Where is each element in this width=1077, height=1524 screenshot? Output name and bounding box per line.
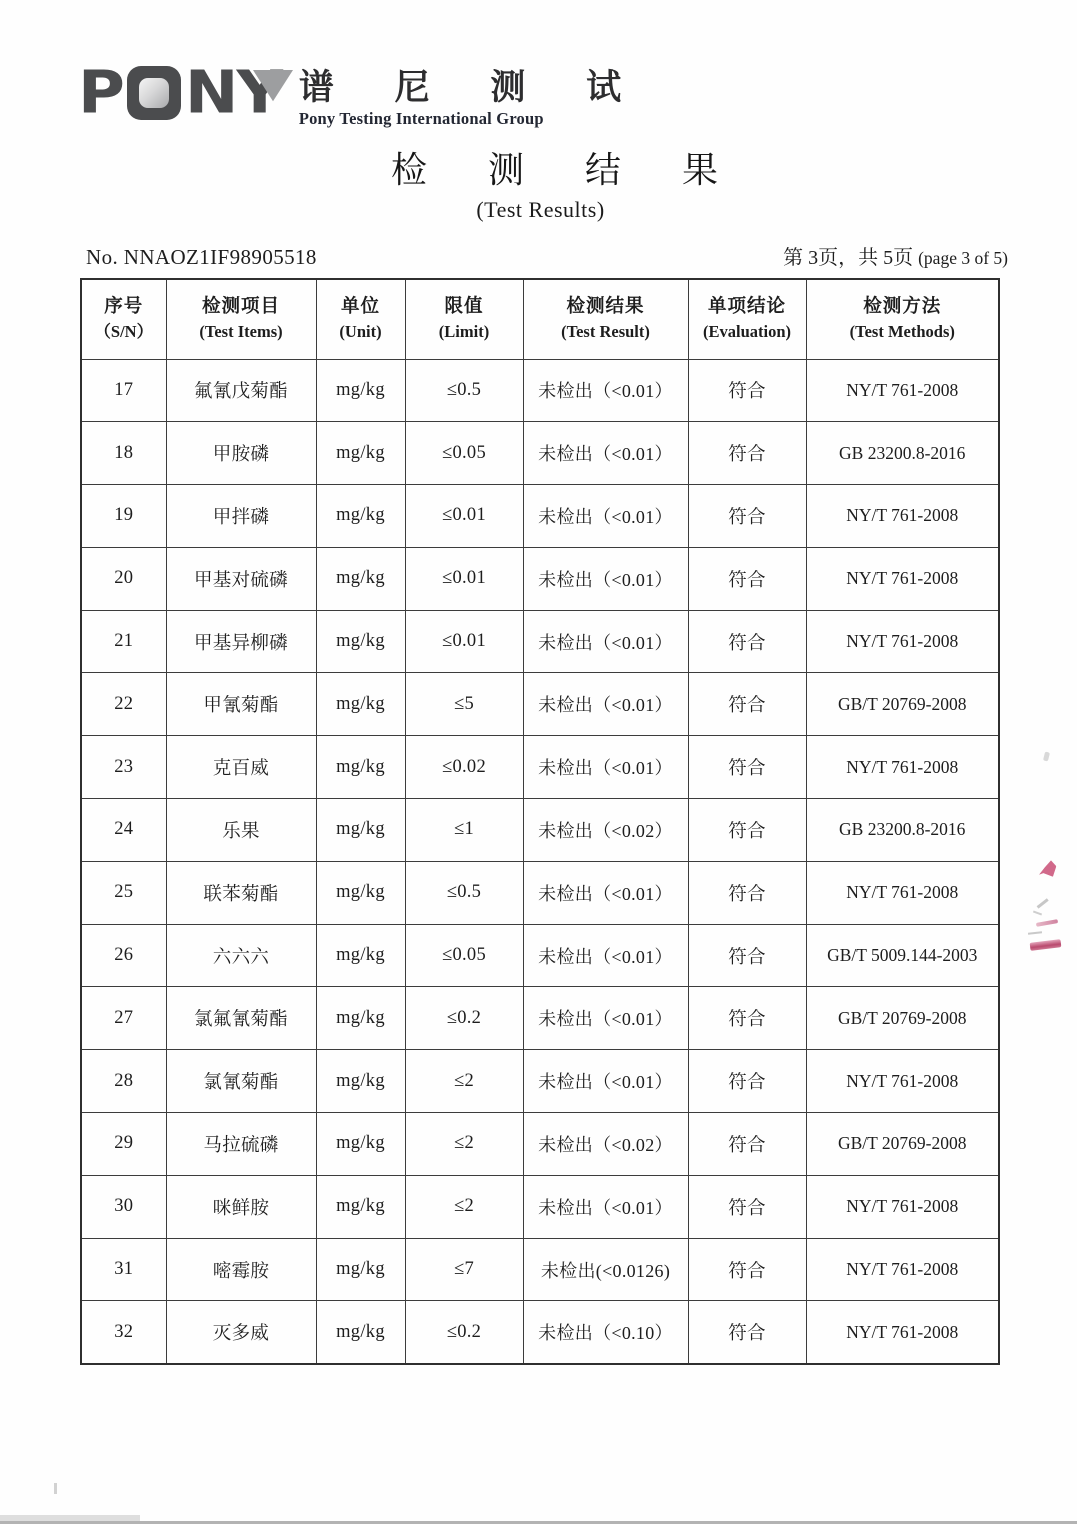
cell-method: NY/T 761-2008 <box>806 1175 999 1238</box>
cell-result: 未检出（<0.01） <box>523 987 688 1050</box>
scan-smudge-icon <box>1033 911 1042 916</box>
cell-sn: 18 <box>81 422 166 485</box>
cell-item: 甲基对硫磷 <box>166 547 316 610</box>
cell-result: 未检出（<0.01） <box>523 861 688 924</box>
cell-result: 未检出(<0.0126) <box>523 1238 688 1301</box>
table-row <box>81 359 999 422</box>
cell-evaluation: 符合 <box>688 359 806 422</box>
brand-name-en: Pony Testing International Group <box>298 109 544 128</box>
logo-o-inner-icon <box>139 78 169 108</box>
table-row <box>81 987 999 1050</box>
cell-evaluation: 符合 <box>688 610 806 673</box>
cell-evaluation: 符合 <box>688 1050 806 1113</box>
cell-method: NY/T 761-2008 <box>806 1050 999 1113</box>
cell-result: 未检出（<0.01） <box>523 1175 688 1238</box>
brand-name-cn: 谱 尼 测 试 <box>298 68 648 107</box>
results-table <box>80 278 1000 1365</box>
cell-limit: ≤7 <box>405 1238 523 1301</box>
cell-sn: 19 <box>81 485 166 548</box>
stamp-fragment-icon <box>1039 859 1057 877</box>
cell-limit: ≤0.01 <box>405 485 523 548</box>
cell-method: NY/T 761-2008 <box>806 1238 999 1301</box>
header-item: 检测项目 (Test Items) <box>166 279 316 359</box>
logo-letter-n: N <box>184 58 237 128</box>
cell-method: NY/T 761-2008 <box>806 485 999 548</box>
cell-method: NY/T 761-2008 <box>806 736 999 799</box>
report-number: No. NNAOZ1IF98905518 <box>86 245 317 269</box>
cell-method: GB 23200.8-2016 <box>806 422 999 485</box>
logo-letter-y: Y <box>236 66 280 119</box>
table-row <box>81 673 999 736</box>
cell-method: GB/T 20769-2008 <box>806 673 999 736</box>
cell-sn: 17 <box>81 359 166 422</box>
cell-sn: 31 <box>81 1238 166 1301</box>
cell-result: 未检出（<0.01） <box>523 610 688 673</box>
table-row <box>81 485 999 548</box>
cell-sn: 27 <box>81 987 166 1050</box>
page-title-en: (Test Results) <box>476 197 605 222</box>
cell-unit: mg/kg <box>316 422 405 485</box>
cell-limit: ≤0.2 <box>405 987 523 1050</box>
table-row <box>81 610 999 673</box>
table-row <box>81 736 999 799</box>
cell-sn: 20 <box>81 547 166 610</box>
cell-limit: ≤0.2 <box>405 1301 523 1364</box>
header-unit: 单位 (Unit) <box>316 279 405 359</box>
table-row <box>81 924 999 987</box>
cell-item: 灭多威 <box>166 1301 316 1364</box>
cell-sn: 24 <box>81 799 166 862</box>
table-row <box>81 1301 999 1364</box>
cell-result: 未检出（<0.01） <box>523 736 688 799</box>
scan-edge-shadow <box>0 1521 1077 1524</box>
cell-unit: mg/kg <box>316 1175 405 1238</box>
cell-limit: ≤1 <box>405 799 523 862</box>
cell-unit: mg/kg <box>316 799 405 862</box>
cell-method: GB/T 20769-2008 <box>806 987 999 1050</box>
cell-item: 甲胺磷 <box>166 422 316 485</box>
cell-evaluation: 符合 <box>688 736 806 799</box>
cell-limit: ≤2 <box>405 1175 523 1238</box>
cell-limit: ≤0.5 <box>405 861 523 924</box>
cell-method: NY/T 761-2008 <box>806 1301 999 1364</box>
cell-unit: mg/kg <box>316 359 405 422</box>
cell-sn: 23 <box>81 736 166 799</box>
cell-item: 氟氰戊菊酯 <box>166 359 316 422</box>
cell-evaluation: 符合 <box>688 799 806 862</box>
cell-item: 甲基异柳磷 <box>166 610 316 673</box>
table-row <box>81 1175 999 1238</box>
cell-unit: mg/kg <box>316 861 405 924</box>
table-row <box>81 1238 999 1301</box>
logo-y-triangle-icon <box>253 70 293 101</box>
cell-item: 氯氟氰菊酯 <box>166 987 316 1050</box>
cell-unit: mg/kg <box>316 736 405 799</box>
cell-sn: 30 <box>81 1175 166 1238</box>
cell-result: 未检出（<0.10） <box>523 1301 688 1364</box>
cell-limit: ≤5 <box>405 673 523 736</box>
cell-result: 未检出（<0.01） <box>523 924 688 987</box>
table-row <box>81 1050 999 1113</box>
scan-edge-shadow <box>0 1515 140 1522</box>
cell-limit: ≤2 <box>405 1113 523 1176</box>
page-indicator <box>783 241 1008 270</box>
cell-evaluation: 符合 <box>688 924 806 987</box>
meta-row <box>86 241 1008 270</box>
cell-evaluation: 符合 <box>688 1238 806 1301</box>
cell-evaluation: 符合 <box>688 673 806 736</box>
cell-evaluation: 符合 <box>688 547 806 610</box>
cell-method: GB/T 5009.144-2003 <box>806 924 999 987</box>
cell-unit: mg/kg <box>316 610 405 673</box>
logo-o-icon <box>127 66 181 120</box>
table-row <box>81 861 999 924</box>
table-body <box>81 359 999 1364</box>
cell-result: 未检出（<0.02） <box>523 1113 688 1176</box>
title-block <box>16 149 1077 223</box>
cell-limit: ≤0.05 <box>405 422 523 485</box>
table-row <box>81 799 999 862</box>
cell-unit: mg/kg <box>316 1050 405 1113</box>
cell-unit: mg/kg <box>316 1238 405 1301</box>
cell-limit: ≤0.01 <box>405 610 523 673</box>
cell-evaluation: 符合 <box>688 987 806 1050</box>
cell-result: 未检出（<0.01） <box>523 1050 688 1113</box>
cell-evaluation: 符合 <box>688 422 806 485</box>
header-sn: 序号 （S/N） <box>81 279 166 359</box>
cell-sn: 21 <box>81 610 166 673</box>
brand-text-block <box>299 64 647 129</box>
cell-result: 未检出（<0.01） <box>523 422 688 485</box>
cell-method: NY/T 761-2008 <box>806 610 999 673</box>
page-title-cn: 检 测 结 果 <box>390 150 744 190</box>
cell-sn: 28 <box>81 1050 166 1113</box>
header-result: 检测结果 (Test Result) <box>523 279 688 359</box>
cell-method: GB/T 20769-2008 <box>806 1113 999 1176</box>
cell-item: 马拉硫磷 <box>166 1113 316 1176</box>
table-header <box>81 279 999 359</box>
cell-unit: mg/kg <box>316 547 405 610</box>
cell-limit: ≤0.02 <box>405 736 523 799</box>
table-row <box>81 422 999 485</box>
cell-unit: mg/kg <box>316 673 405 736</box>
pony-logo <box>78 58 281 128</box>
cell-method: GB 23200.8-2016 <box>806 799 999 862</box>
header-method: 检测方法 (Test Methods) <box>806 279 999 359</box>
cell-item: 嘧霉胺 <box>166 1238 316 1301</box>
logo-letter-p: P <box>78 58 123 128</box>
cell-evaluation: 符合 <box>688 1301 806 1364</box>
cell-unit: mg/kg <box>316 924 405 987</box>
cell-result: 未检出（<0.01） <box>523 673 688 736</box>
cell-unit: mg/kg <box>316 1113 405 1176</box>
scan-smudge-icon <box>1043 752 1050 762</box>
cell-item: 氯氰菊酯 <box>166 1050 316 1113</box>
page-indicator-cn: 第 3页，共 5页 <box>783 247 914 269</box>
cell-item: 乐果 <box>166 799 316 862</box>
cell-method: NY/T 761-2008 <box>806 547 999 610</box>
stamp-fragment-icon <box>1036 919 1058 927</box>
cell-limit: ≤0.05 <box>405 924 523 987</box>
scan-smudge-icon <box>1028 931 1042 934</box>
table-row <box>81 1113 999 1176</box>
cell-item: 六六六 <box>166 924 316 987</box>
cell-result: 未检出（<0.01） <box>523 359 688 422</box>
cell-unit: mg/kg <box>316 987 405 1050</box>
scan-smudge-icon <box>1037 898 1049 908</box>
cell-evaluation: 符合 <box>688 861 806 924</box>
table-row <box>81 547 999 610</box>
cell-limit: ≤0.01 <box>405 547 523 610</box>
cell-evaluation: 符合 <box>688 485 806 548</box>
page-indicator-en: (page 3 of 5) <box>918 248 1008 268</box>
header-evaluation: 单项结论 (Evaluation) <box>688 279 806 359</box>
cell-method: NY/T 761-2008 <box>806 861 999 924</box>
cell-item: 咪鲜胺 <box>166 1175 316 1238</box>
cell-item: 甲氰菊酯 <box>166 673 316 736</box>
cell-item: 甲拌磷 <box>166 485 316 548</box>
cell-sn: 25 <box>81 861 166 924</box>
cell-sn: 22 <box>81 673 166 736</box>
cell-evaluation: 符合 <box>688 1113 806 1176</box>
cell-limit: ≤2 <box>405 1050 523 1113</box>
cell-sn: 32 <box>81 1301 166 1364</box>
cell-result: 未检出（<0.01） <box>523 485 688 548</box>
cell-sn: 29 <box>81 1113 166 1176</box>
cell-limit: ≤0.5 <box>405 359 523 422</box>
cell-result: 未检出（<0.01） <box>523 547 688 610</box>
cell-item: 联苯菊酯 <box>166 861 316 924</box>
cell-item: 克百威 <box>166 736 316 799</box>
stamp-fragment-icon <box>1030 939 1062 951</box>
letterhead <box>78 58 648 129</box>
cell-unit: mg/kg <box>316 1301 405 1364</box>
cell-evaluation: 符合 <box>688 1175 806 1238</box>
scan-smudge-icon <box>54 1483 57 1494</box>
cell-unit: mg/kg <box>316 485 405 548</box>
table-header-row <box>81 279 999 359</box>
header-limit: 限值 (Limit) <box>405 279 523 359</box>
cell-sn: 26 <box>81 924 166 987</box>
cell-result: 未检出（<0.02） <box>523 799 688 862</box>
cell-method: NY/T 761-2008 <box>806 359 999 422</box>
